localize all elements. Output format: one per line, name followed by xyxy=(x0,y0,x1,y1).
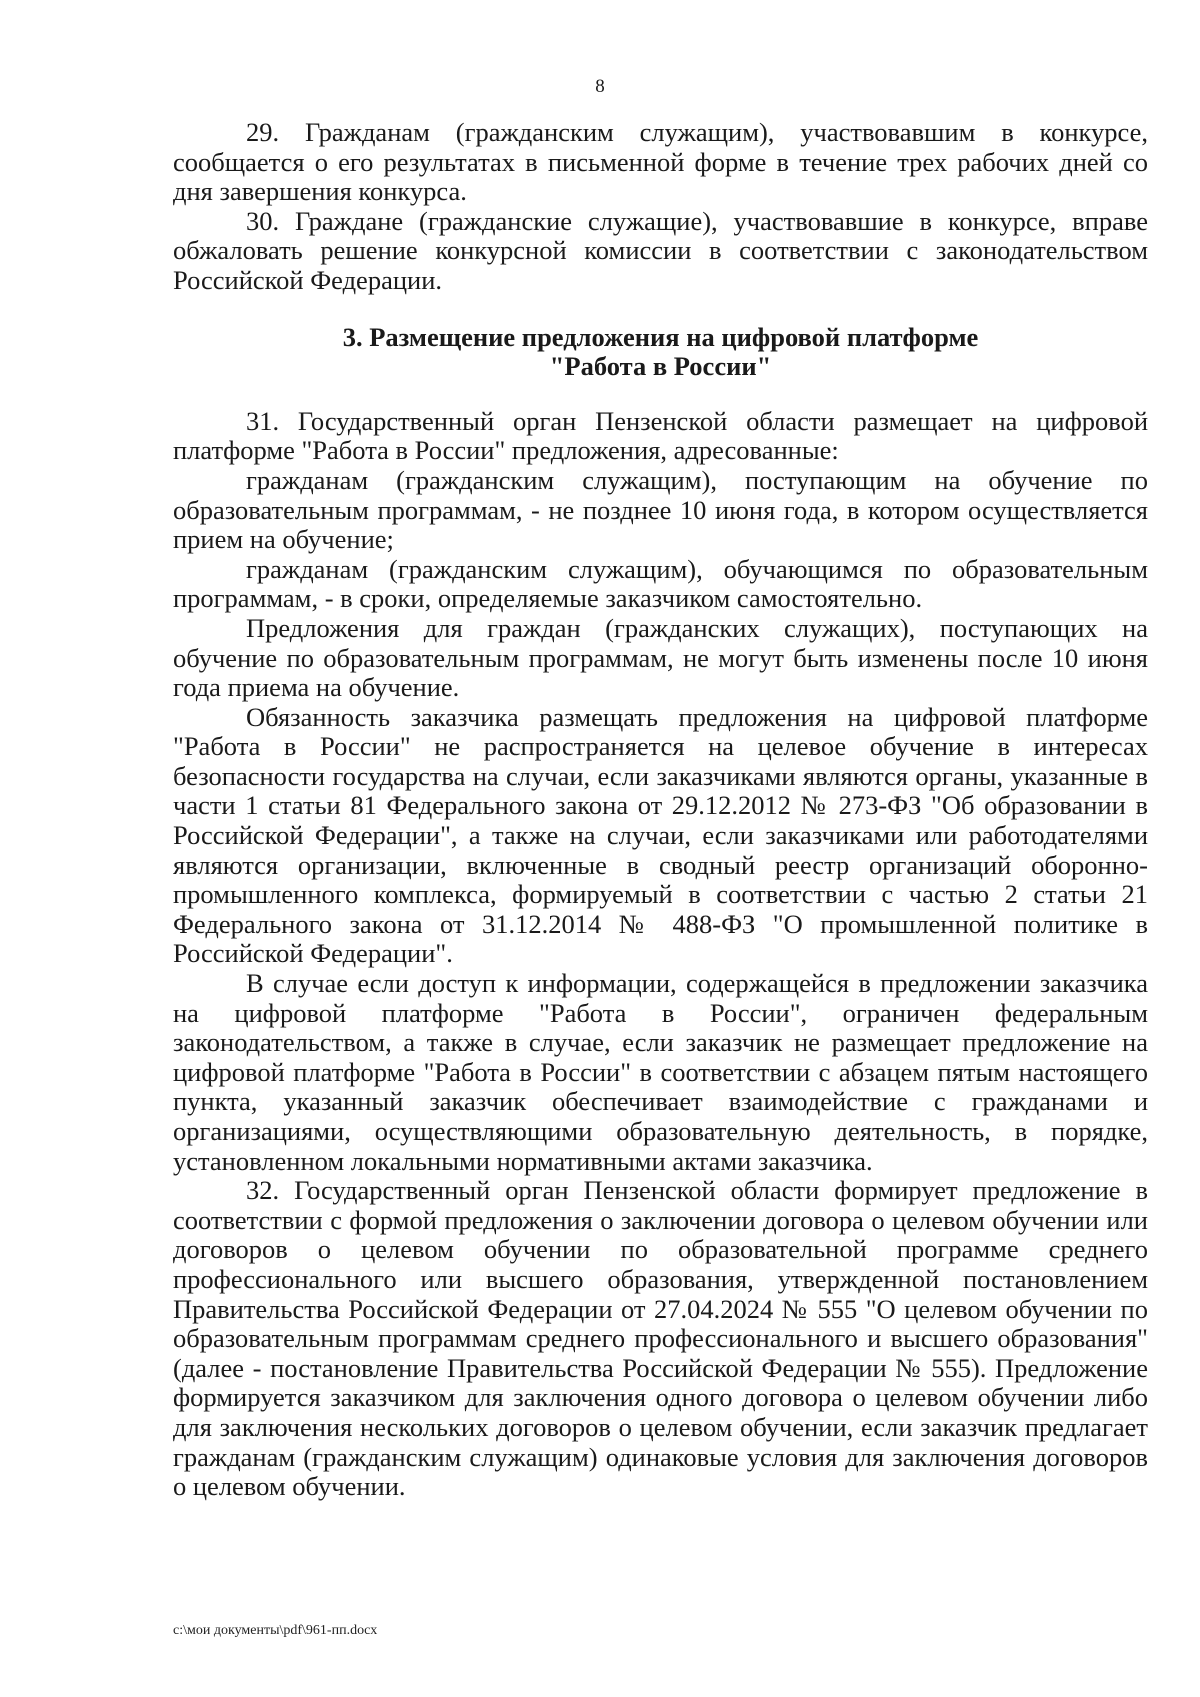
paragraph-29: 29. Гражданам (гражданским служащим), участвовавшим в конкурсе, сообщается о его результатах в письменной форме в течение трех рабочих дней со дня завершения конкурса. xyxy=(173,117,1148,207)
paragraph-31: 31. Государственный орган Пензенской области размещает на цифровой платформе "Работа в России" предложения, адресованные: xyxy=(173,405,1148,466)
paragraph-32: 32. Государственный орган Пензенской области формирует предложение в соответствии с формой предложения о заключении договора о целевом обучении или договоров о целевом обучении по образовательной программе среднего профессионального или высшего образования, утвержденной постановлением Правительства Российской Федерации от 27.04.2024 № 555 "О целевом обучении по образовательным программам среднего профессионального и высшего образования" (далее - постановление Правительства Российской Федерации № 555). Предложение формируется заказчиком для заключения одного договора о целевом обучении либо для заключения нескольких договоров о целевом обучении, если заказчик предлагает гражданам (гражданским служащим) одинаковые условия для заключения договоров о целевом обучении. xyxy=(173,1175,1148,1502)
paragraph-31-obligation-note: Обязанность заказчика размещать предложения на цифровой платформе "Работа в России" не распространяется на целевое обучение в интересах безопасности государства на случаи, если заказчиками являются органы, указанные в части 1 статьи 81 Федерального закона от 29.12.2012 № 273-ФЗ "Об образовании в Российской Федерации", а также на случаи, если заказчиками или работодателями являются организации, включенные в сводный реестр организаций оборонно-промышленного комплекса, формируемый в соответствии с частью 2 статьи 21 Федерального закона от 31.12.2014 № 488-ФЗ "О промышленной политике в Российской Федерации". xyxy=(173,701,1148,969)
document-body xyxy=(173,118,1148,1502)
section-heading-line-1: 3. Размещение предложения на цифровой платформе xyxy=(342,321,979,352)
paragraph-31-proposals-note: Предложения для граждан (гражданских служащих), поступающих на обучение по образовательным программам, не могут быть изменены после 10 июня года приема на обучение. xyxy=(173,612,1148,703)
paragraph-30: 30. Граждане (гражданские служащие), участвовавшие в конкурсе, вправе обжаловать решение конкурсной комиссии в соответствии с законодательством Российской Федерации. xyxy=(173,205,1148,295)
footer-file-path: c:\мои документы\pdf\961-пп.docx xyxy=(173,1623,378,1638)
paragraph-31-item-1: гражданам (гражданским служащим), поступающим на обучение по образовательным программам, - не позднее 10 июня года, в котором осуществляется прием на обучение; xyxy=(173,464,1148,555)
section-heading xyxy=(173,323,1148,382)
paragraph-31-item-2: гражданам (гражданским служащим), обучающимся по образовательным программам, - в сроки, определяемые заказчиком самостоятельно. xyxy=(173,553,1148,614)
section-heading-line-2: "Работа в России" xyxy=(549,351,772,382)
page-number: 8 xyxy=(595,76,605,97)
paragraph-31-access-note: В случае если доступ к информации, содержащейся в предложении заказчика на цифровой платформе "Работа в России", ограничен федеральным законодательством, а также в случае, если заказчик не размещает предложение на цифровой платформе "Работа в России" в соответствии с абзацем пятым настоящего пункта, указанный заказчик обеспечивает взаимодействие с гражданами и организациями, осуществляющими образовательную деятельность, в порядке, установленном локальными нормативными актами заказчика. xyxy=(173,968,1148,1176)
